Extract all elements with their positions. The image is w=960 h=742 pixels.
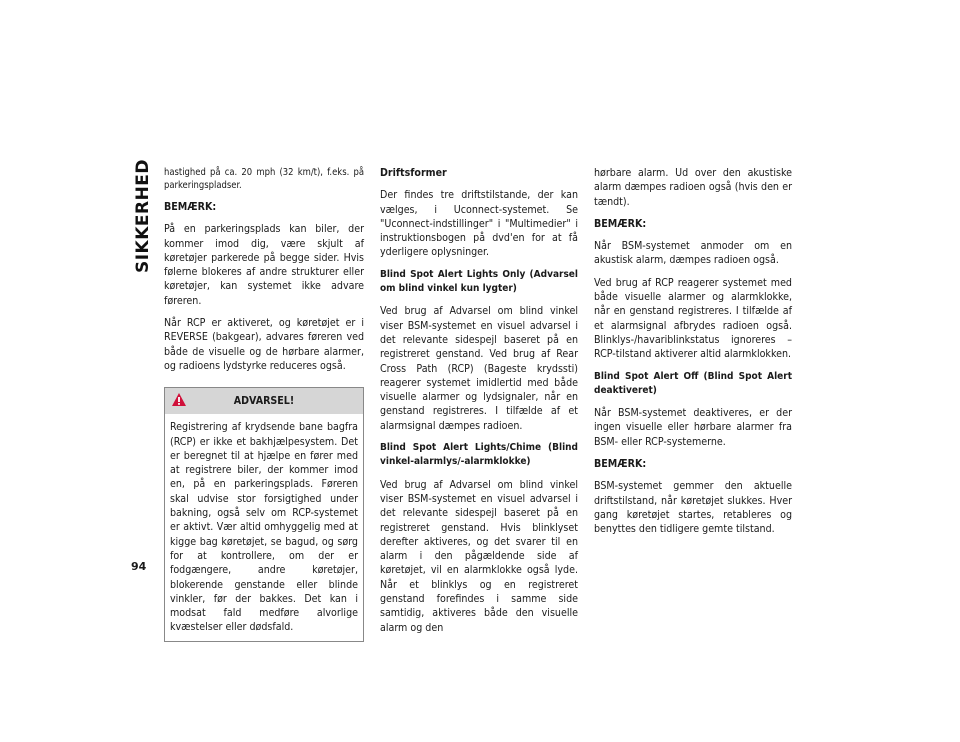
subheading: Blind Spot Alert Lights/Chime (Blind vinkel-alarmlys/-alarmklokke) (380, 442, 578, 468)
warning-triangle-icon (171, 392, 187, 407)
paragraph: Ved brug af RCP reagerer systemet med både visuelle alarmer og alarmklokke, når en genstand registreres. I tilfælde af et alarmsignal afbrydes radioen også. Blinklys-/havariblinkstatus ignoreres – RCP-tilstand aktiverer altid alarmklokken. (594, 276, 792, 361)
note-label: BEMÆRK: (164, 201, 217, 213)
subheading: Blind Spot Alert Lights Only (Advarsel om blind vinkel kun lygter) (380, 268, 578, 295)
note-text: Når BSM-systemet anmoder om en akustisk alarm, dæmpes radioen også. (594, 240, 792, 267)
warning-body (165, 414, 363, 640)
note-label: BEMÆRK: (594, 217, 647, 230)
column-middle (380, 166, 578, 643)
column-right (594, 166, 792, 545)
note-label: BEMÆRK: (594, 458, 647, 471)
section-tab-label: SIKKERHED (133, 158, 154, 274)
paragraph: Ved brug af Advarsel om blind vinkel viser BSM-systemet en visuel advarsel i det relevante sidespejl baseret på en registreret genstand. Hvis blinklyset derefter aktiveres, og det svarer til en alarm i den pågældende side af køretøjet, vil en alarmklokke også lyde. Når et blinklys og en registreret genstand forefindes i samme side samtidig, aktiveres både den visuelle alarm og den (380, 478, 578, 634)
paragraph: Når BSM-systemet deaktiveres, er der ingen visuelle eller hørbare alarmer fra BSM- eller RCP-systemerne. (594, 407, 792, 448)
warning-header (165, 388, 363, 414)
column-left (164, 166, 364, 642)
note-text: BSM-systemet gemmer den aktuelle driftstilstand, når køretøjet slukkes. Hver gang køretøjet startes, retableres og benyttes den tidligere gemte tilstand. (594, 480, 792, 536)
paragraph: hørbare alarm. Ud over den akustiske alarm dæmpes radioen også (hvis den er tændt). (594, 167, 792, 208)
section-tab (131, 158, 155, 274)
warning-box (164, 387, 364, 641)
note-text: På en parkeringsplads kan biler, der kommer imod dig, være skjult af køretøjer parkerede på begge sider. Hvis følerne blokeres af andre strukturer eller køretøjer, kan systemet ikke advare føreren. (164, 223, 364, 307)
section-heading: Driftsformer (380, 167, 447, 179)
paragraph: Ved brug af Advarsel om blind vinkel viser BSM-systemet en visuel advarsel i det relevante sidespejl baseret på en registreret genstand. Ved brug af Rear Cross Path (RCP) (Bageste krydssti) reagerer systemet imidlertid med både visuelle alarmer og lydsignaler, når en genstand registreres. I tilfælde af et alarmsignal dæmpes radioen. (380, 305, 578, 432)
intro-text: hastighed på ca. 20 mph (32 km/t), f.eks. på parkeringspladser. (164, 167, 364, 191)
warning-text: Registrering af krydsende bane bagfra (RCP) er ikke et bakhjælpesystem. Det er beregnet til at hjælpe en fører med at registrere biler, der kommer imod en, på en parkeringsplads. Føreren skal udvise stor forsigtighed under bakning, også selv om RCP-systemet er aktivt. Vær altid omhyggelig med at kigge bag køretøjet, se bagud, og sørg for at kontrollere, om der er fodgængere, andre køretøjer, blokerende genstande eller blinde vinkler, før der bakkes. Det kan i modsat fald medføre alvorlige kvæstelser eller dødsfald. (170, 421, 358, 634)
paragraph: Der findes tre driftstilstande, der kan vælges, i Uconnect-systemet. Se "Uconnect-indstillinger" i "Multimedier" i instruktionsbogen på dvd'en for at få yderligere oplysninger. (380, 189, 578, 259)
subheading: Blind Spot Alert Off (Blind Spot Alert deaktiveret) (594, 370, 792, 396)
page-number: 94 (131, 560, 147, 573)
warning-title: ADVARSEL! (233, 395, 295, 408)
paragraph: Når RCP er aktiveret, og køretøjet er i REVERSE (bakgear), advares føreren ved både de visuelle og de hørbare alarmer, og radioens lydstyrke reduceres også. (164, 317, 364, 372)
